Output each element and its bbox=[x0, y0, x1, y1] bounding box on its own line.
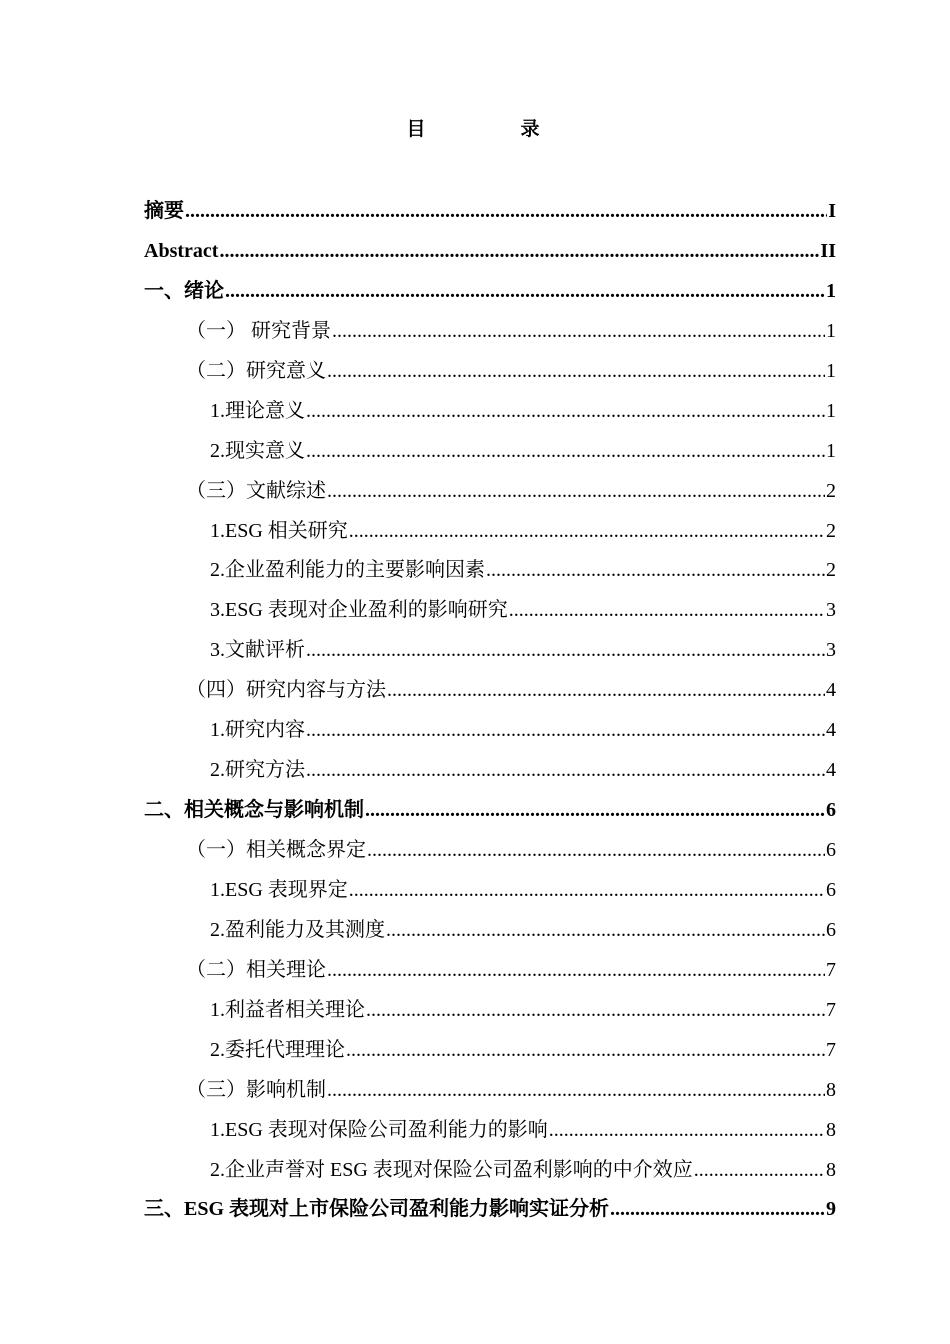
toc-entry[interactable] bbox=[144, 711, 836, 751]
toc-entry-label: 二、相关概念与影响机制 bbox=[144, 799, 364, 822]
toc-entry-label: 三、ESG 表现对上市保险公司盈利能力影响实证分析 bbox=[144, 1198, 610, 1221]
toc-dot-leader bbox=[349, 871, 825, 911]
toc-dot-leader bbox=[366, 991, 825, 1031]
toc-title: 目 录 bbox=[406, 118, 578, 140]
toc-entry-label: （一） 研究背景 bbox=[186, 319, 331, 342]
toc-entry[interactable] bbox=[144, 352, 836, 392]
toc-entry-label: （二）相关理论 bbox=[186, 958, 326, 981]
toc-entry-page-number: 6 bbox=[826, 878, 836, 901]
toc-entry-page-number: 8 bbox=[826, 1078, 836, 1101]
toc-entry-page-number: 1 bbox=[826, 399, 836, 422]
toc-entry[interactable] bbox=[144, 232, 836, 272]
toc-entry-label: 1.ESG 相关研究 bbox=[210, 519, 348, 542]
toc-entry[interactable] bbox=[144, 831, 836, 871]
toc-dot-leader bbox=[387, 671, 825, 711]
toc-entry-page-number: 3 bbox=[826, 599, 836, 622]
toc-dot-leader bbox=[346, 1031, 825, 1071]
toc-dot-leader bbox=[306, 751, 825, 791]
toc-entry-page-number: 6 bbox=[826, 799, 836, 822]
toc-entry[interactable] bbox=[144, 671, 836, 711]
toc-entry-label: 2.委托代理理论 bbox=[210, 1038, 345, 1061]
toc-entry-page-number: 2 bbox=[826, 559, 836, 582]
toc-entry-label: 1.理论意义 bbox=[210, 399, 305, 422]
toc-dot-leader bbox=[509, 591, 825, 631]
toc-entry-label: 1.ESG 表现界定 bbox=[210, 878, 348, 901]
toc-entry-page-number: 7 bbox=[826, 958, 836, 981]
toc-entry-label: Abstract bbox=[144, 239, 219, 262]
toc-dot-leader bbox=[486, 551, 825, 591]
toc-entry[interactable] bbox=[144, 1111, 836, 1151]
toc-entry-page-number: I bbox=[828, 200, 836, 222]
toc-entry-page-number: 4 bbox=[826, 759, 836, 782]
toc-dot-leader bbox=[306, 392, 825, 432]
toc-entry-label: 1.研究内容 bbox=[210, 719, 305, 742]
toc-entry[interactable] bbox=[144, 1190, 836, 1230]
toc-entry-page-number: 1 bbox=[826, 359, 836, 382]
toc-entry-page-number: 2 bbox=[826, 519, 836, 542]
toc-entry-label: 2.研究方法 bbox=[210, 759, 305, 782]
toc-entry-label: （四）研究内容与方法 bbox=[186, 679, 386, 702]
toc-dot-leader bbox=[327, 472, 825, 512]
toc-dot-leader bbox=[327, 352, 825, 392]
toc-entry-page-number: 6 bbox=[826, 839, 836, 861]
toc-entry-page-number: 8 bbox=[826, 1118, 836, 1141]
toc-entry[interactable] bbox=[144, 871, 836, 911]
toc-entry-page-number: 9 bbox=[826, 1198, 836, 1221]
toc-entry-label: 3.文献评析 bbox=[210, 639, 305, 662]
toc-dot-leader bbox=[306, 631, 825, 671]
toc-entry-label: 2.企业盈利能力的主要影响因素 bbox=[210, 559, 485, 582]
toc-entry[interactable] bbox=[144, 751, 836, 791]
toc-dot-leader bbox=[367, 831, 825, 871]
toc-dot-leader bbox=[225, 272, 825, 312]
table-of-contents bbox=[144, 192, 836, 1230]
toc-entry[interactable] bbox=[144, 911, 836, 951]
toc-entry-page-number: 1 bbox=[826, 319, 836, 342]
toc-entry-label: 2.企业声誉对 ESG 表现对保险公司盈利影响的中介效应 bbox=[210, 1158, 693, 1181]
toc-entry-label: （三）文献综述 bbox=[186, 479, 326, 502]
toc-entry-label: 2.盈利能力及其测度 bbox=[210, 918, 385, 941]
toc-entry[interactable] bbox=[144, 991, 836, 1031]
toc-entry-label: 一、绪论 bbox=[144, 279, 224, 302]
toc-dot-leader bbox=[549, 1111, 825, 1151]
toc-entry-label: （二）研究意义 bbox=[186, 359, 326, 382]
toc-entry[interactable] bbox=[144, 1031, 836, 1071]
toc-entry-page-number: 4 bbox=[826, 719, 836, 742]
toc-entry-page-number: 6 bbox=[826, 918, 836, 941]
toc-dot-leader bbox=[185, 192, 827, 232]
toc-entry-label: 2.现实意义 bbox=[210, 439, 305, 462]
toc-dot-leader bbox=[332, 312, 825, 352]
toc-entry[interactable] bbox=[144, 1071, 836, 1111]
toc-dot-leader bbox=[306, 711, 825, 751]
toc-dot-leader bbox=[610, 1190, 825, 1230]
toc-entry[interactable] bbox=[144, 791, 836, 831]
toc-entry-page-number: II bbox=[820, 239, 836, 262]
toc-entry-label: （一）相关概念界定 bbox=[186, 839, 366, 861]
toc-dot-leader bbox=[306, 432, 825, 472]
toc-entry[interactable] bbox=[144, 551, 836, 591]
toc-entry-page-number: 1 bbox=[826, 439, 836, 462]
toc-entry-page-number: 4 bbox=[826, 679, 836, 702]
toc-entry[interactable] bbox=[144, 631, 836, 671]
toc-dot-leader bbox=[219, 232, 819, 272]
toc-entry-page-number: 7 bbox=[826, 1038, 836, 1061]
toc-dot-leader bbox=[694, 1151, 825, 1191]
toc-entry-label: 1.利益者相关理论 bbox=[210, 998, 365, 1021]
toc-dot-leader bbox=[349, 512, 825, 552]
toc-entry-page-number: 1 bbox=[826, 279, 836, 302]
toc-entry[interactable] bbox=[144, 432, 836, 472]
toc-entry[interactable] bbox=[144, 951, 836, 991]
toc-entry-label: 1.ESG 表现对保险公司盈利能力的影响 bbox=[210, 1118, 548, 1141]
toc-entry-page-number: 8 bbox=[826, 1158, 836, 1181]
toc-entry-label: （三）影响机制 bbox=[186, 1078, 326, 1101]
toc-dot-leader bbox=[327, 1071, 825, 1111]
toc-entry-page-number: 7 bbox=[826, 998, 836, 1021]
toc-dot-leader bbox=[365, 791, 825, 831]
toc-entry-label: 摘要 bbox=[144, 200, 184, 222]
toc-dot-leader bbox=[386, 911, 825, 951]
toc-entry-label: 3.ESG 表现对企业盈利的影响研究 bbox=[210, 599, 508, 622]
toc-entry[interactable] bbox=[144, 312, 836, 352]
toc-entry[interactable] bbox=[144, 591, 836, 631]
toc-entry[interactable] bbox=[144, 472, 836, 512]
toc-entry[interactable] bbox=[144, 1151, 836, 1191]
toc-entry-page-number: 3 bbox=[826, 639, 836, 662]
toc-entry[interactable] bbox=[144, 192, 836, 232]
toc-entry[interactable] bbox=[144, 392, 836, 432]
toc-dot-leader bbox=[327, 951, 825, 991]
toc-entry[interactable] bbox=[144, 272, 836, 312]
toc-entry[interactable] bbox=[144, 512, 836, 552]
toc-entry-page-number: 2 bbox=[826, 479, 836, 502]
